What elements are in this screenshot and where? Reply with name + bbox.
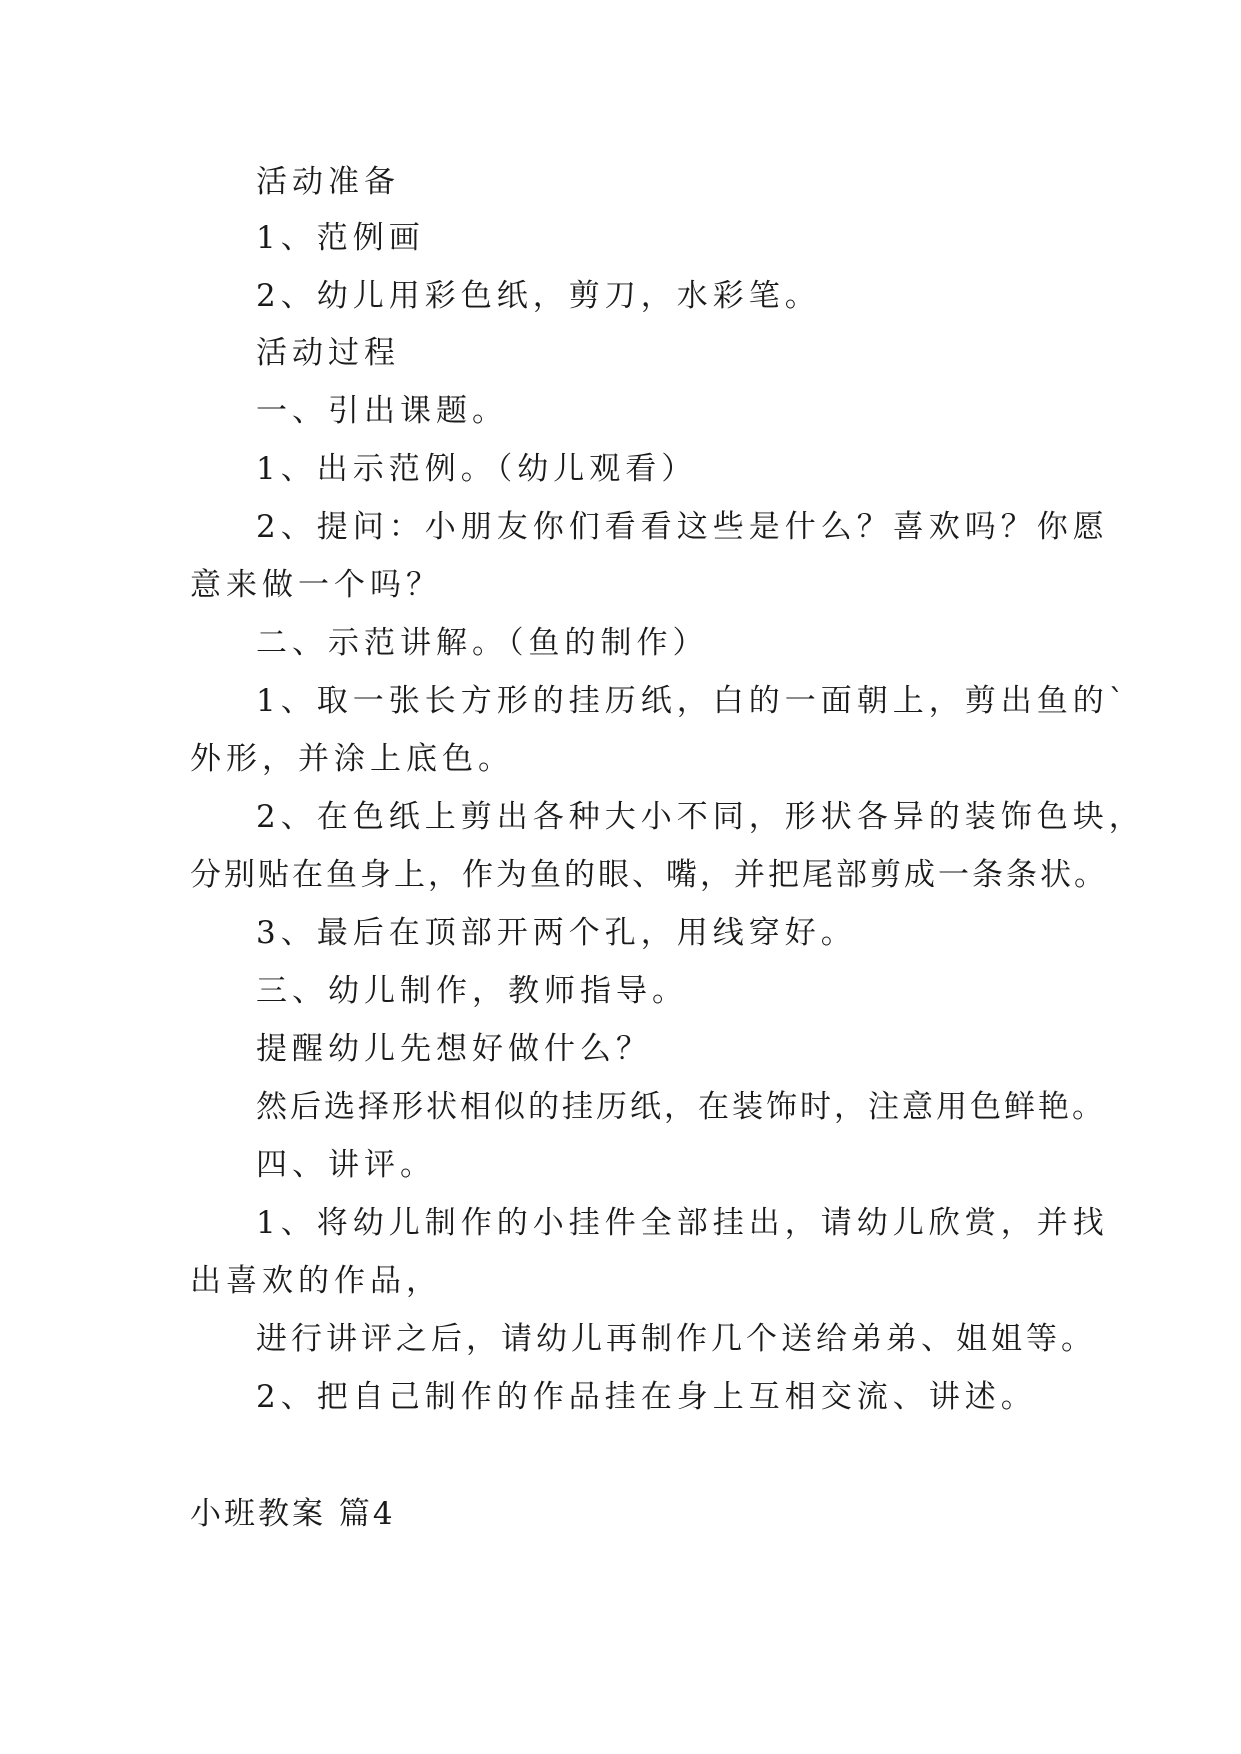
text-line: 2、在色纸上剪出各种大小不同，形状各异的装饰色块，	[256, 799, 1145, 835]
text-line: 活动过程	[256, 335, 400, 371]
text-line: 1、范例画	[256, 220, 425, 256]
text-line: 二、示范讲解。（鱼的制作）	[256, 625, 709, 661]
text-line: 然后选择形状相似的挂历纸，在装饰时，注意用色鲜艳。	[256, 1089, 1106, 1125]
text-line: 3、最后在顶部开两个孔，用线穿好。	[256, 915, 857, 951]
text-line: 2、幼儿用彩色纸，剪刀，水彩笔。	[256, 278, 821, 314]
text-line: 出喜欢的作品，	[190, 1263, 442, 1299]
text-line: 2、提问：小朋友你们看看这些是什么？喜欢吗？你愿	[256, 509, 1109, 545]
text-line: 四、讲评。	[256, 1147, 436, 1183]
text-line: 外形，并涂上底色。	[190, 741, 514, 777]
text-line: 进行讲评之后，请幼儿再制作几个送给弟弟、姐姐等。	[256, 1321, 1096, 1357]
text-line: 提醒幼儿先想好做什么？	[256, 1031, 652, 1067]
text-line: 活动准备	[256, 164, 400, 200]
text-line: 1、出示范例。（幼儿观看）	[256, 451, 698, 487]
text-line: 1、取一张长方形的挂历纸，白的一面朝上，剪出鱼的`	[256, 683, 1130, 719]
text-line: 1、将幼儿制作的小挂件全部挂出，请幼儿欣赏，并找	[256, 1205, 1109, 1241]
section-heading: 小班教案 篇4	[190, 1496, 396, 1532]
text-line: 分别贴在鱼身上，作为鱼的眼、嘴，并把尾部剪成一条条状。	[190, 857, 1108, 893]
text-line: 意来做一个吗？	[190, 567, 442, 603]
text-line: 三、幼儿制作，教师指导。	[256, 973, 688, 1009]
text-line: 一、引出课题。	[256, 393, 508, 429]
text-line: 2、把自己制作的作品挂在身上互相交流、讲述。	[256, 1379, 1037, 1415]
